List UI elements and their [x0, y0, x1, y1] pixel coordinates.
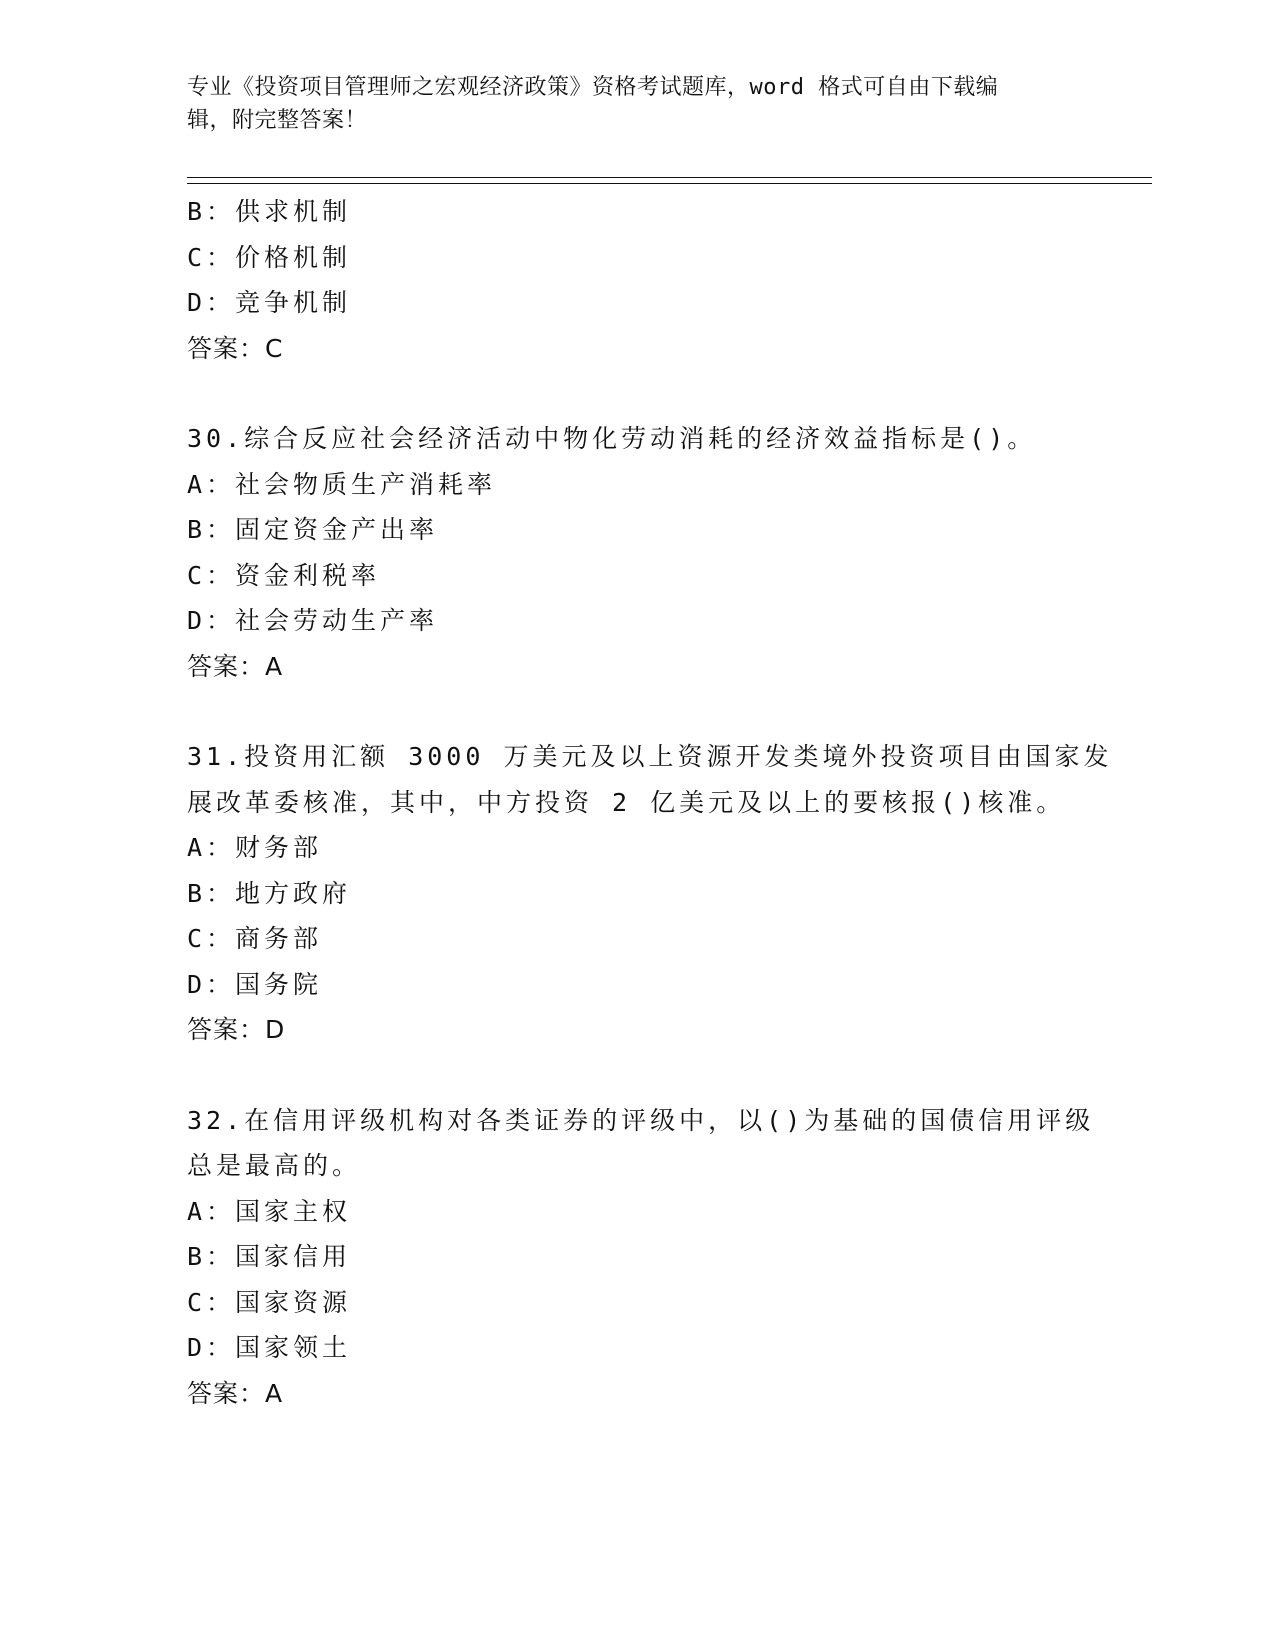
answer: 答案：C [187, 333, 284, 363]
question-text-line-1: 31.投资用汇额 3000 万美元及以上资源开发类境外投资项目由国家发 [187, 742, 1113, 771]
option-c: C：价格机制 [187, 242, 352, 272]
question-text-line-2: 总是最高的。 [187, 1151, 362, 1180]
option-d: D：竞争机制 [187, 288, 352, 317]
header-line-2: 辑，附完整答案！ [187, 108, 368, 133]
question-list [187, 189, 1113, 1416]
question-31 [187, 734, 1113, 1053]
option-b: B：供求机制 [187, 197, 352, 226]
answer: 答案：A [187, 1378, 284, 1408]
question-text-line-1: 32.在信用评级机构对各类证券的评级中，以()为基础的国债信用评级 [187, 1105, 1095, 1135]
option-d: D：国务院 [187, 969, 323, 999]
option-a: A：财务部 [187, 833, 323, 862]
option-a: A：社会物质生产消耗率 [187, 469, 497, 499]
option-b: B：国家信用 [187, 1242, 352, 1271]
question-text-line-2: 展改革委核准，其中，中方投资 2 亿美元及以上的要核报()核准。 [187, 787, 1066, 817]
option-c: C：国家资源 [187, 1287, 352, 1317]
option-c: C：资金利税率 [187, 560, 381, 590]
header-rule-bottom [187, 183, 1152, 184]
option-d: D：国家领土 [187, 1333, 352, 1362]
page-header [187, 71, 1087, 137]
answer: 答案：A [187, 651, 284, 681]
option-d: D：社会劳动生产率 [187, 606, 439, 635]
question-32 [187, 1098, 1095, 1417]
question-29 [187, 189, 1087, 371]
option-a: A：国家主权 [187, 1196, 352, 1226]
option-c: C：商务部 [187, 924, 323, 953]
question-30 [187, 416, 1087, 689]
option-b: B：地方政府 [187, 878, 352, 908]
option-b: B：固定资金产出率 [187, 515, 439, 544]
question-text: 30.综合反应社会经济活动中物化劳动消耗的经济效益指标是()。 [187, 424, 1037, 453]
answer: 答案：D [187, 1015, 286, 1044]
header-line-1: 专业《投资项目管理师之宏观经济政策》资格考试题库，word 格式可自由下载编 [187, 75, 999, 100]
header-rule-top [187, 177, 1152, 178]
